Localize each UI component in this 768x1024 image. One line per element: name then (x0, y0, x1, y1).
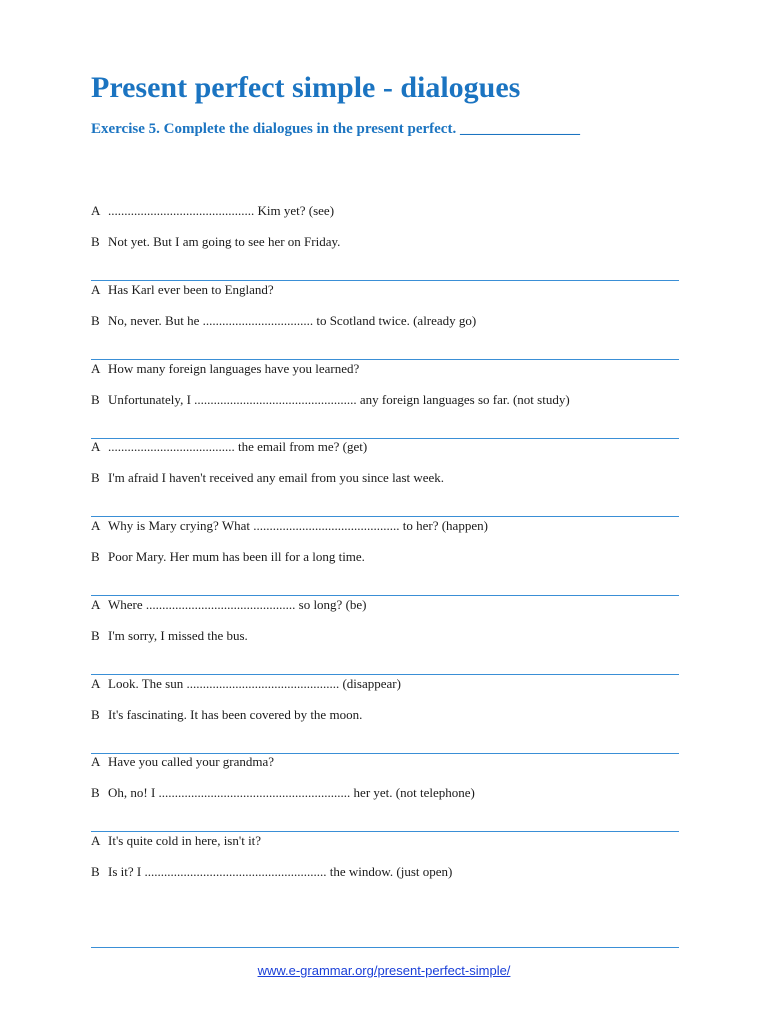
line-text: Why is Mary crying? What ............................................. to her? (happen) (108, 518, 488, 533)
exercise-instruction: Exercise 5. Complete the dialogues in the present perfect. ________________ (91, 121, 580, 137)
line-text: I'm afraid I haven't received any email from you since last week. (108, 470, 445, 485)
dialogue-line-a (91, 517, 488, 535)
speaker-label: B (91, 864, 100, 879)
dialogue-8 (91, 753, 679, 832)
speaker-label: A (91, 597, 101, 612)
dialogue-line-a (91, 202, 334, 220)
dialogue-line-b (91, 548, 365, 566)
dialogue-4 (91, 438, 679, 517)
dialogue-line-a (91, 438, 367, 456)
speaker-label: A (91, 203, 101, 218)
speaker-label: B (91, 470, 100, 485)
speaker-label: A (91, 518, 101, 533)
line-text: Unfortunately, I .................................................. any foreign languages so far. (not study) (108, 392, 570, 407)
speaker-label: B (91, 549, 100, 564)
dialogue-line-b (91, 469, 444, 487)
dialogue-line-b (91, 391, 570, 409)
speaker-label: A (91, 361, 101, 376)
line-text: How many foreign languages have you learned? (108, 361, 360, 376)
footer-link[interactable]: www.e-grammar.org/present-perfect-simple/ (257, 963, 511, 978)
dialogue-line-b (91, 627, 248, 645)
line-text: I'm sorry, I missed the bus. (108, 628, 248, 643)
dialogue-line-a (91, 675, 401, 693)
speaker-label: A (91, 676, 101, 691)
line-text: ....................................... the email from me? (get) (108, 439, 368, 454)
speaker-label: B (91, 785, 100, 800)
speaker-label: A (91, 439, 101, 454)
dialogue-line-b (91, 312, 476, 330)
page-title: Present perfect simple - dialogues (91, 71, 521, 104)
line-text: Is it? I ........................................................ the window. (just open) (108, 864, 453, 879)
dialogue-6 (91, 596, 679, 675)
dialogue-line-a (91, 596, 367, 614)
line-text: Look. The sun ............................................... (disappear) (108, 676, 401, 691)
speaker-label: B (91, 234, 100, 249)
dialogue-line-b (91, 706, 362, 724)
dialogue-line-a (91, 360, 359, 378)
dialogue-line-a (91, 281, 274, 299)
line-text: Poor Mary. Her mum has been ill for a long time. (108, 549, 365, 564)
line-text: ............................................. Kim yet? (see) (108, 203, 335, 218)
footer-divider (91, 947, 679, 948)
speaker-label: A (91, 282, 101, 297)
dialogue-9 (91, 832, 679, 910)
dialogue-5 (91, 517, 679, 596)
line-text: Not yet. But I am going to see her on Friday. (108, 234, 341, 249)
line-text: Where .............................................. so long? (be) (108, 597, 367, 612)
line-text: It's fascinating. It has been covered by the moon. (108, 707, 363, 722)
dialogue-line-a (91, 832, 261, 850)
dialogue-3 (91, 360, 679, 439)
dialogue-1 (91, 202, 679, 281)
line-text: Have you called your grandma? (108, 754, 275, 769)
speaker-label: A (91, 754, 101, 769)
dialogue-line-b (91, 784, 475, 802)
speaker-label: B (91, 707, 100, 722)
dialogue-line-b (91, 233, 340, 251)
line-text: Oh, no! I ........................................................... her yet. (not telephone) (108, 785, 475, 800)
line-text: It's quite cold in here, isn't it? (108, 833, 262, 848)
line-text: Has Karl ever been to England? (108, 282, 274, 297)
speaker-label: B (91, 313, 100, 328)
line-text: No, never. But he .................................. to Scotland twice. (already go) (108, 313, 477, 328)
dialogue-line-a (91, 753, 274, 771)
dialogue-7 (91, 675, 679, 754)
speaker-label: A (91, 833, 101, 848)
speaker-label: B (91, 392, 100, 407)
dialogue-2 (91, 281, 679, 360)
dialogue-line-b (91, 863, 452, 881)
speaker-label: B (91, 628, 100, 643)
